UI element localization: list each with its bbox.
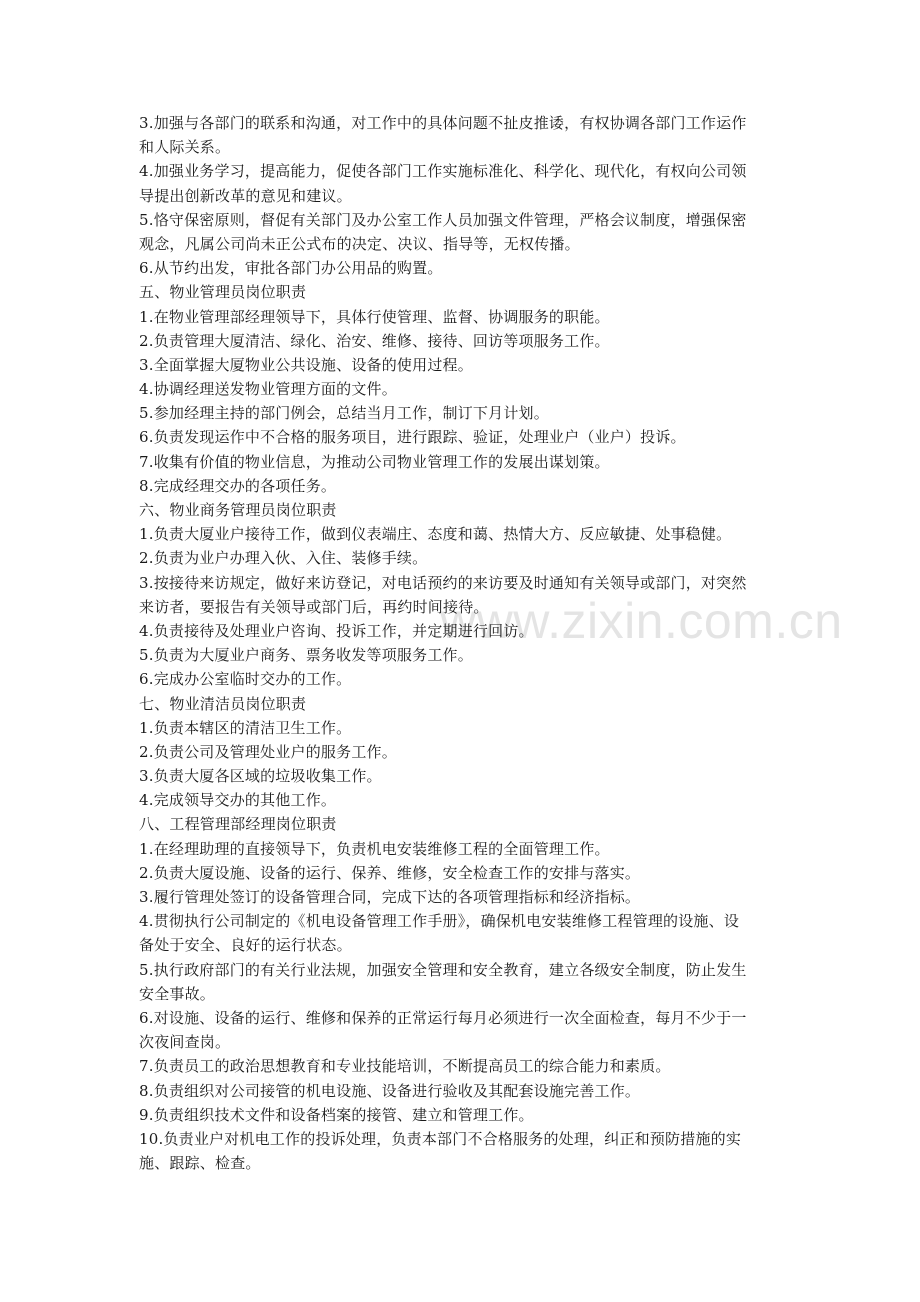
text-line: 五、物业管理员岗位职责 <box>139 283 307 302</box>
text-line: 5.执行政府部门的有关行业法规，加强安全管理和安全教育，建立各级安全制度，防止发生 <box>139 960 747 979</box>
text-line: 导提出创新改革的意见和建议。 <box>139 186 352 205</box>
text-line: 备处于安全、良好的运行状态。 <box>139 936 352 955</box>
text-line: 施、跟踪、检查。 <box>139 1154 261 1173</box>
text-line: 七、物业清洁员岗位职责 <box>139 694 307 713</box>
text-line: 3.履行管理处签订的设备管理合同，完成下达的各项管理指标和经济指标。 <box>139 888 641 906</box>
text-line: 来访者，要报告有关领导或部门后，再约时间接待。 <box>139 597 489 616</box>
text-line: 8.完成经理交办的各项任务。 <box>139 476 337 495</box>
text-line: 安全事故。 <box>139 984 216 1003</box>
text-line: 6.从节约出发，审批各部门办公用品的购置。 <box>139 259 443 278</box>
text-line: 八、工程管理部经理岗位职责 <box>139 815 337 834</box>
watermark: www.zixin.com.cn <box>440 593 843 649</box>
text-line: 2.负责公司及管理处业户的服务工作。 <box>139 742 397 761</box>
text-line: 7.收集有价值的物业信息，为推动公司物业管理工作的发展出谋划策。 <box>139 452 610 471</box>
text-line: 1.在经理助理的直接领导下，负责机电安装维修工程的全面管理工作。 <box>139 839 610 858</box>
text-line: 5.参加经理主持的部门例会，总结当月工作，制订下月计划。 <box>139 404 549 423</box>
text-line: 次夜间查岗。 <box>139 1033 231 1052</box>
text-line: 10.负责业户对机电工作的投诉处理，负责本部门不合格服务的处理，纠正和预防措施的实 <box>139 1129 742 1148</box>
text-line: 1.负责本辖区的清洁卫生工作。 <box>139 718 352 737</box>
text-line: 1.负责大厦业户接待工作，做到仪表端庄、态度和蔼、热情大方、反应敏捷、处事稳健。 <box>139 525 732 544</box>
text-line: 1.在物业管理部经理领导下，具体行使管理、监督、协调服务的职能。 <box>139 307 610 326</box>
text-line: 8.负责组织对公司接管的机电设施、设备进行验收及其配套设施完善工作。 <box>139 1081 641 1100</box>
text-line: 3.加强与各部门的联系和沟通，对工作中的具体问题不扯皮推诿，有权协调各部门工作运作 <box>139 114 747 132</box>
text-line: 3.按接待来访规定，做好来访登记，对电话预约的来访要及时通知有关领导或部门，对突然 <box>139 573 747 592</box>
text-line: 3.全面掌握大厦物业公共设施、设备的使用过程。 <box>139 355 473 374</box>
document-body <box>139 111 789 1175</box>
text-line: 4.贯彻执行公司制定的《机电设备管理工作手册》，确保机电安装维修工程管理的设施、设 <box>139 912 740 931</box>
text-line: 4.负责接待及处理业户咨询、投诉工作，并定期进行回访。 <box>139 621 534 640</box>
text-line: 4.协调经理送发物业管理方面的文件。 <box>139 380 397 399</box>
text-line: 六、物业商务管理员岗位职责 <box>139 501 337 519</box>
text-line: 4.加强业务学习，提高能力，促使各部门工作实施标准化、科学化、现代化，有权向公司领 <box>139 162 747 181</box>
text-line: 3.负责大厦各区域的垃圾收集工作。 <box>139 767 382 786</box>
text-line: 6.完成办公室临时交办的工作。 <box>139 670 352 689</box>
text-line: 和人际关系。 <box>139 138 231 157</box>
text-line: 观念，凡属公司尚未正公式布的决定、决议、指导等，无权传播。 <box>139 234 580 253</box>
text-line: 2.负责大厦设施、设备的运行、保养、维修，安全检查工作的安排与落实。 <box>139 863 641 882</box>
text-line: 5.恪守保密原则，督促有关部门及办公室工作人员加强文件管理，严格会议制度，增强保密 <box>139 210 747 229</box>
text-line: 5.负责为大厦业户商务、票务收发等项服务工作。 <box>139 646 473 665</box>
text-line: 7.负责员工的政治思想教育和专业技能培训，不断提高员工的综合能力和素质。 <box>139 1057 671 1076</box>
text-line: 6.对设施、设备的运行、维修和保养的正常运行每月必须进行一次全面检查，每月不少于一 <box>139 1008 747 1027</box>
text-line: 2.负责为业户办理入伙、入住、装修手续。 <box>139 549 428 568</box>
text-line: 2.负责管理大厦清洁、绿化、治安、维修、接待、回访等项服务工作。 <box>139 331 610 350</box>
text-line: 4.完成领导交办的其他工作。 <box>139 791 337 810</box>
text-line: 6.负责发现运作中不合格的服务项目，进行跟踪、验证，处理业户（业户）投诉。 <box>139 428 686 447</box>
text-line: 9.负责组织技术文件和设备档案的接管、建立和管理工作。 <box>139 1105 534 1124</box>
